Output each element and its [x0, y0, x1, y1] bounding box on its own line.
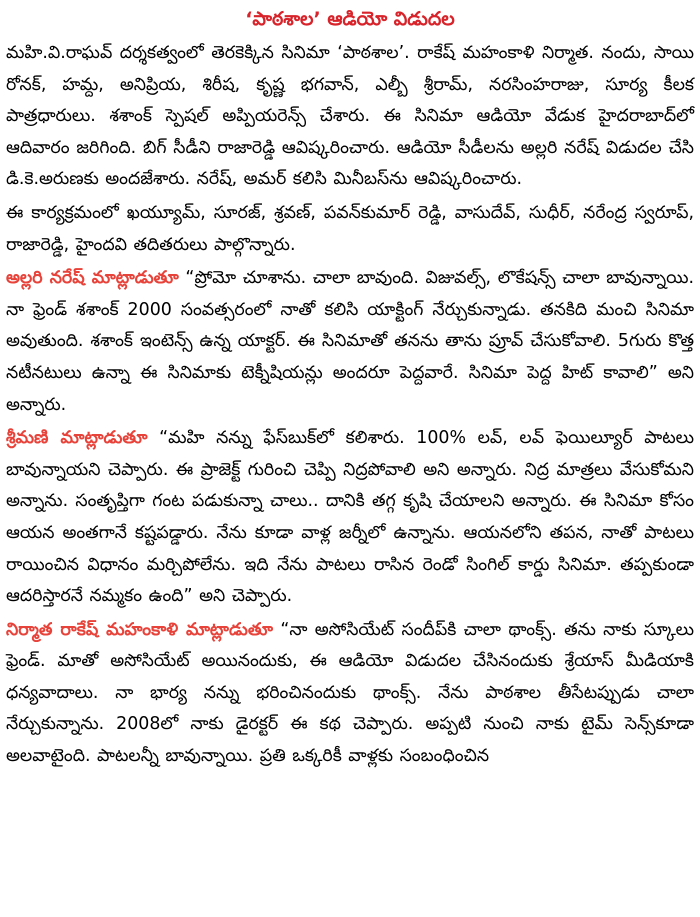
article-paragraph-4 — [6, 423, 694, 613]
article-paragraph-1 — [6, 38, 694, 196]
paragraph-body: మహి.వి.రాఘవ్ దర్శకత్వంలో తెరకెక్కిన సినిమా ‘పాఠశాల’. రాకేష్ మహంకాళి నిర్మాత. నందు, సాయి రోనక్, హమ్ద, అనిప్రియ, శిరీష, కృష్ణ భగవాన్, ఎల్బీ శ్రీరామ్, నరసింహరాజు, సూర్య కీలక పాత్రధారులు. శశాంక్ స్పెషల్ అప్పియరెన్స్ చేశారు. ఈ సినిమా ఆడియో వేడుక హైదరాబాద్‌లో ఆదివారం జరిగింది. బిగ్ సీడీని రాజారెడ్డి ఆవిష్కరించారు. ఆడియో సీడీలను అల్లరి నరేష్ విడుదల చేసి డి.కె.అరుణకు అందజేశారు. నరేష్, అమర్ కలిసి మినీబస్‌ను ఆవిష్కరించారు. — [6, 43, 694, 190]
paragraph-body: “మహి నన్ను ఫేస్‌బుక్‌లో కలిశారు. 100% లవ్, లవ్ ఫెయిల్యూర్ పాటలు బావున్నాయని చెప్పారు. ఈ ప్రాజెక్ట్ గురించి చెప్పి నిద్రపోవాలి అని అన్నారు. నిద్ర మాత్రలు వేసుకోమని అన్నాను. సంతృప్తిగా గంట పడుకున్నా చాలు.. దానికి తగ్గ కృషి చేయాలని అన్నారు. ఈ సినిమా కోసం ఆయన అంతగానే కష్టపడ్డారు. నేను కూడా వాళ్ల జర్నీలో ఉన్నాను. ఆయనలోని తపన, నాతో పాటలు రాయించిన విధానం మర్చిపోలేను. ఇది నేను పాటలు రాసిన రెండో సింగిల్ కార్డు సినిమా. తప్పకుండా ఆదరిస్తారనే నమ్మకం ఉంది” అని చెప్పారు. — [6, 428, 694, 607]
speaker-label: అల్లరి నరేష్ మాట్లాడుతూ — [6, 268, 179, 289]
paragraph-body: ఈ కార్యక్రమంలో ఖయ్యూమ్, సూరజ్, శ్రవణ్, పవన్‌కుమార్ రెడ్డి, వాసుదేవ్, సుధీర్, నరేంద్ర స్వరూప్, రాజారెడ్డి, హైందవి తదితరులు పాల్గొన్నారు. — [6, 202, 694, 255]
article-paragraph-2 — [6, 198, 694, 261]
article-paragraph-3 — [6, 263, 694, 421]
speaker-label: నిర్మాత రాకేష్ మహంకాళి మాట్లాడుతూ — [6, 619, 273, 640]
article-paragraph-5 — [6, 615, 694, 773]
speaker-label: శ్రీమణి మాట్లాడుతూ — [6, 428, 148, 449]
article-title: ‘పాఠశాల’ ఆడియో విడుదల — [245, 8, 455, 30]
paragraph-body: “నా అసోసియేట్ సందీప్‌కి చాలా థాంక్స్. తను నాకు స్కూలు ఫ్రెండ్. మాతో అసోసియేట్ అయినందుకు, ఈ ఆడియో విడుదల చేసినందుకు శ్రేయాస్ మీడియాకి ధన్యవాదాలు. నా భార్య నన్ను భరించినందుకు థాంక్స్. నేను పాఠశాల తీసేటప్పుడు చాలా నేర్చుకున్నాను. 2008లో నాకు డైరక్టర్ ఈ కథ చెప్పారు. అప్పటి నుంచి నాకు టైమ్ సెన్స్‌కూడా అలవాటైంది. పాటలన్నీ బావున్నాయి. ప్రతి ఒక్కరికీ వాళ్లకు సంబంధించిన — [6, 619, 694, 767]
paragraph-body: “ప్రోమో చూశాను. చాలా బావుంది. విజువల్స్, లొకేషన్స్ చాలా బావున్నాయి. నా ఫ్రెండ్ శశాంక్ 2000 సంవత్సరంలో నాతో కలిసి యాక్టింగ్ నేర్చుకున్నాడు. తనకిది మంచి సినిమా అవుతుంది. శశాంక్ ఇంటెన్స్ ఉన్న యాక్టర్. ఈ సినిమాతో తనను తాను ప్రూవ్ చేసుకోవాలి. 5గురు కొత్త నటీనటులు ఉన్నా ఈ సినిమాకు టెక్నీషియన్లు అందరూ పెద్దవారే. సినిమా పెద్ద హిట్ కావాలి” అని అన్నారు. — [6, 268, 695, 415]
